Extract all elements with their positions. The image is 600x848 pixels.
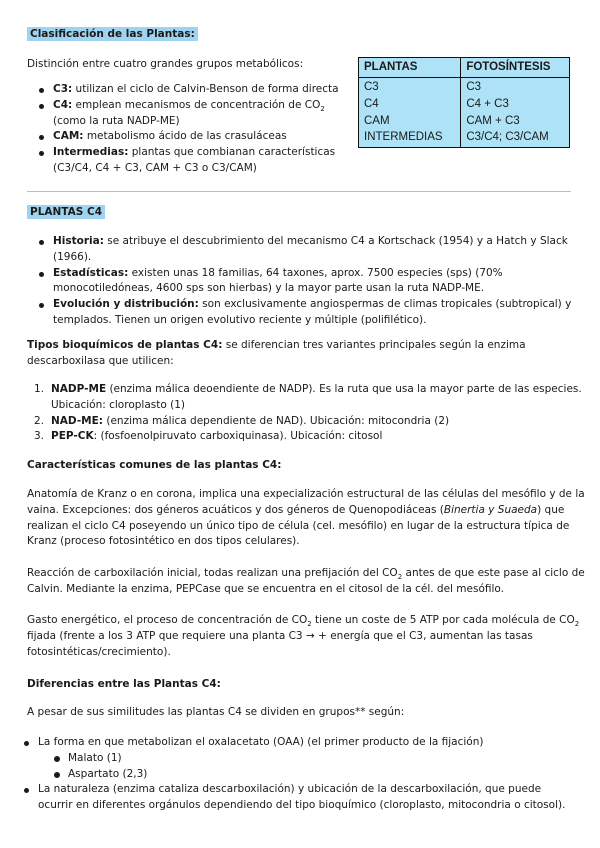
plant-groups-list: [37, 82, 357, 177]
list-item: CAM: metabolismo ácido de las crasuláceas: [37, 129, 357, 145]
list-item: 1. NADP-ME (enzima málica deoendiente de NADP). Es la ruta que usa la mayor parte de las especies. Ubicación: cloroplasto (1): [34, 383, 582, 411]
list-item: Historia: se atribuye el descubrimiento del mecanismo C4 a Kortschack (1954) y a Hatch y Slack (1966).: [37, 234, 582, 266]
table-cell-plantas: C3 C4 CAM INTERMEDIAS: [359, 78, 461, 148]
table-header-fotosintesis: FOTOSÍNTESIS: [461, 58, 570, 78]
list-item: C3: utilizan el ciclo de Calvin-Benson de forma directa: [37, 82, 357, 98]
photosynthesis-table: [358, 57, 570, 148]
tipos-paragraph: Tipos bioquímicos de plantas C4: se diferencian tres variantes principales según la enzima descarboxilasa que utilicen:: [27, 339, 526, 367]
c4-info-list: [37, 234, 582, 329]
list-item: 2. NAD-ME: (enzima málica dependiente de NAD). Ubicación: mitocondria (2): [34, 414, 450, 427]
section-title-plantas-c4: PLANTAS C4: [27, 205, 105, 219]
list-item: Estadísticas: existen unas 18 familias, 64 taxones, aprox. 7500 especies (sps) (70% monocotiledóneas, 4600 sps son hierbas) y la mayor parte usan la ruta NADP-ME.: [37, 266, 582, 298]
reaccion-paragraph: Reacción de carboxilación inicial, todas realizan una prefijación del $CO_2$ antes de que este pase al ciclo de Calvin. Mediante la enzima, PEPCase que se encuentra en el citosol de la cél. del mesófilo.: [27, 567, 585, 595]
list-item: Intermedias: plantas que combianan características (C3/C4, C4 + C3, CAM + C3 o C3/CAM): [37, 145, 357, 177]
table-cell-fotosintesis: C3 C4 + C3 CAM + C3 C3/C4; C3/CAM: [461, 78, 570, 148]
diferencias-list: [22, 735, 587, 814]
intro-text: Distinción entre cuatro grandes grupos metabólicos:: [27, 58, 304, 70]
list-item: La naturaleza (enzima cataliza descarboxilación) y ubicación de la descarboxilación, que puede ocurrir en diferentes orgánulos dependiendo del tipo bioquímico (cloroplasto, mitocondria o citosol).: [22, 782, 587, 814]
table-header-plantas: PLANTAS: [359, 58, 461, 78]
list-item: La forma en que metabolizan el oxalacetato (OAA) (el primer producto de la fijación) Malato (1) Aspartato (2,3): [22, 735, 587, 782]
list-item: 3. PEP-CK: (fosfoenolpiruvato carboxiquinasa). Ubicación: citosol: [34, 430, 383, 443]
list-item: Malato (1): [54, 751, 587, 767]
divider: [27, 191, 571, 192]
diferencias-intro: A pesar de sus similitudes las plantas C4 se dividen en grupos** según:: [27, 706, 405, 718]
gasto-paragraph: Gasto energético, el proceso de concentración de $CO_2$ tiene un coste de 5 ATP por cada molécula de $CO_2$ fijada (frente a los 3 ATP que requiere una planta C3 → + energía que el C3, aumentan las tasas fotosintéticas/crecimiento).: [27, 614, 580, 658]
comunes-heading: Características comunes de las plantas C4:: [27, 459, 282, 471]
list-item: Aspartato (2,3): [54, 767, 587, 783]
section-title-clasificacion: Clasificación de las Plantas:: [27, 27, 198, 41]
tipos-list: [27, 382, 587, 445]
list-item: Evolución y distribución: son exclusivamente angiospermas de climas tropicales (subtropical) y templados. Tienen un origen evolutivo reciente y múltiple (polifilético).: [37, 297, 582, 329]
diferencias-heading: Diferencias entre las Plantas C4:: [27, 678, 221, 690]
list-item: C4: emplean mecanismos de concentración de $CO_2$ (como la ruta NADP-ME): [37, 98, 357, 130]
oaa-sublist: [38, 751, 587, 783]
kranz-paragraph: Anatomía de Kranz o en corona, implica una expecialización estructural de las células del mesófilo y de la vaina. Excepciones: dos géneros acuáticos y dos géneros de Quenopodiáceas (Binertia y Suaeda) que realizan el ciclo C4 poseyendo un único tipo de célula (cel. mesófilo) en lugar de la estructura típica de Kranz (proceso fotosintético en dos tipos celulares).: [27, 488, 585, 548]
